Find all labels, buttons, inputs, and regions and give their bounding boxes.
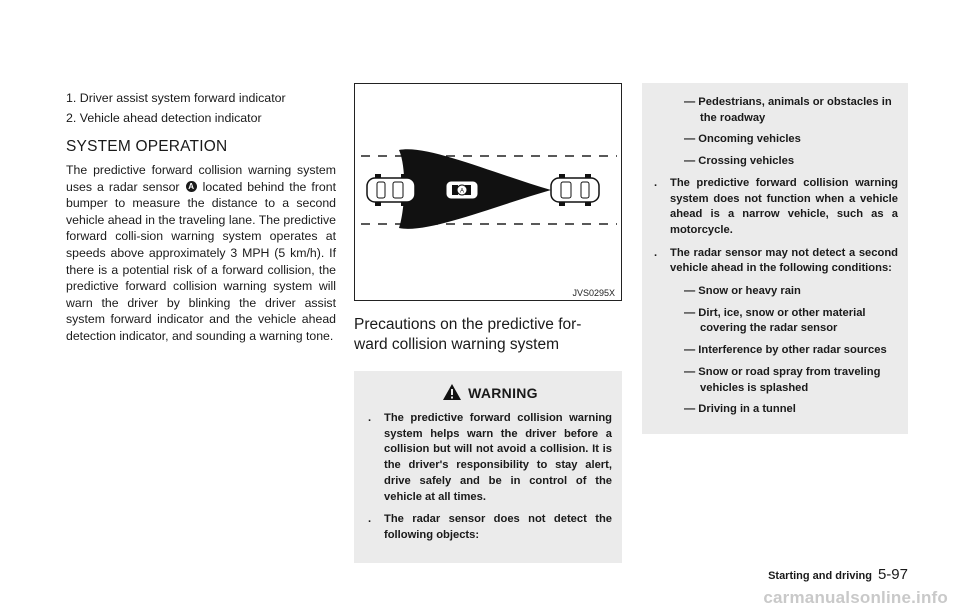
column-3	[642, 83, 908, 434]
dash-item: — Snow or road spray from traveling vehicles is splashed	[684, 365, 881, 394]
radar-diagram-svg	[355, 84, 621, 300]
paragraph-part-2: located behind the front bumper to measure the distance to a second vehicle ahead in the traveling lane. The predictive forward colli-sion warning system operates at speeds above approximately 3 MPH (5 km/h). If there is a potential risk of a forward collision, the predictive forward collision warning system will warn the driver by blinking the driver assist system forward indicator and the vehicle ahead detection indicator, and sounding a warning tone.	[66, 179, 337, 343]
column-1	[66, 88, 336, 345]
warning-header	[368, 383, 612, 401]
dash-item: — Crossing vehicles	[684, 155, 795, 168]
vehicle-ahead-icon	[447, 182, 477, 198]
watermark: carmanualsonline.info	[763, 588, 948, 607]
paragraph-part-1: The predictive forward collision warning system uses a radar sensor	[66, 163, 336, 194]
warning-bullet: . The radar sensor may not detect a second vehicle ahead in the following conditions:	[654, 246, 898, 275]
dash-item: — Dirt, ice, snow or other material covering the radar sensor	[684, 306, 866, 335]
marker-a-text: A	[459, 188, 465, 195]
page-number: 5-97	[877, 566, 908, 583]
list-item: 2. Vehicle ahead detection indicator	[66, 111, 262, 125]
system-operation-paragraph	[66, 162, 336, 345]
section-heading: SYSTEM OPERATION	[66, 138, 228, 155]
bullet-dot: .	[368, 513, 372, 526]
radar-diagram	[354, 83, 622, 301]
indicator-list	[66, 88, 336, 128]
precautions-heading-line-2: ward collision warning system	[354, 336, 560, 353]
own-car-icon	[367, 174, 415, 206]
warning-box-continued	[642, 83, 908, 434]
column-2	[354, 83, 622, 563]
warning-bullet: . The predictive forward collision warning system does not function when a vehicle ahead is a narrow vehicle, such as a motorcycle.	[654, 176, 898, 236]
dash-item: — Snow or heavy rain	[684, 285, 801, 298]
second-vehicle-icon	[551, 174, 599, 206]
list-item: 1. Driver assist system forward indicator	[66, 91, 286, 105]
marker-a-badge: A	[186, 181, 197, 192]
precautions-heading	[354, 315, 622, 355]
bullet-dot: .	[368, 412, 372, 424]
dash-item: — Driving in a tunnel	[684, 403, 796, 416]
dash-item: — Interference by other radar sources	[684, 344, 887, 357]
warning-bullet: . The radar sensor does not detect the following objects:	[368, 513, 612, 541]
bullet-dot: .	[654, 176, 658, 189]
warning-bullet: . The predictive forward collision warning system helps warn the driver before a collision but will not avoid a collision. It is the driver's responsibility to stay alert, drive safely and be in control of the vehicle at all times.	[368, 412, 612, 503]
figure-code: JVS0295X	[572, 288, 615, 298]
warning-box	[354, 371, 622, 563]
dash-item: — Oncoming vehicles	[684, 133, 801, 146]
warning-title: WARNING	[468, 385, 538, 401]
footer-section: Starting and driving	[768, 570, 872, 582]
dash-item: — Pedestrians, animals or obstacles in the roadway	[684, 96, 892, 124]
precautions-heading-line-1: Precautions on the predictive for-	[354, 316, 582, 333]
warning-triangle-icon	[442, 383, 462, 401]
page-footer	[768, 566, 908, 583]
bullet-dot: .	[654, 246, 658, 259]
